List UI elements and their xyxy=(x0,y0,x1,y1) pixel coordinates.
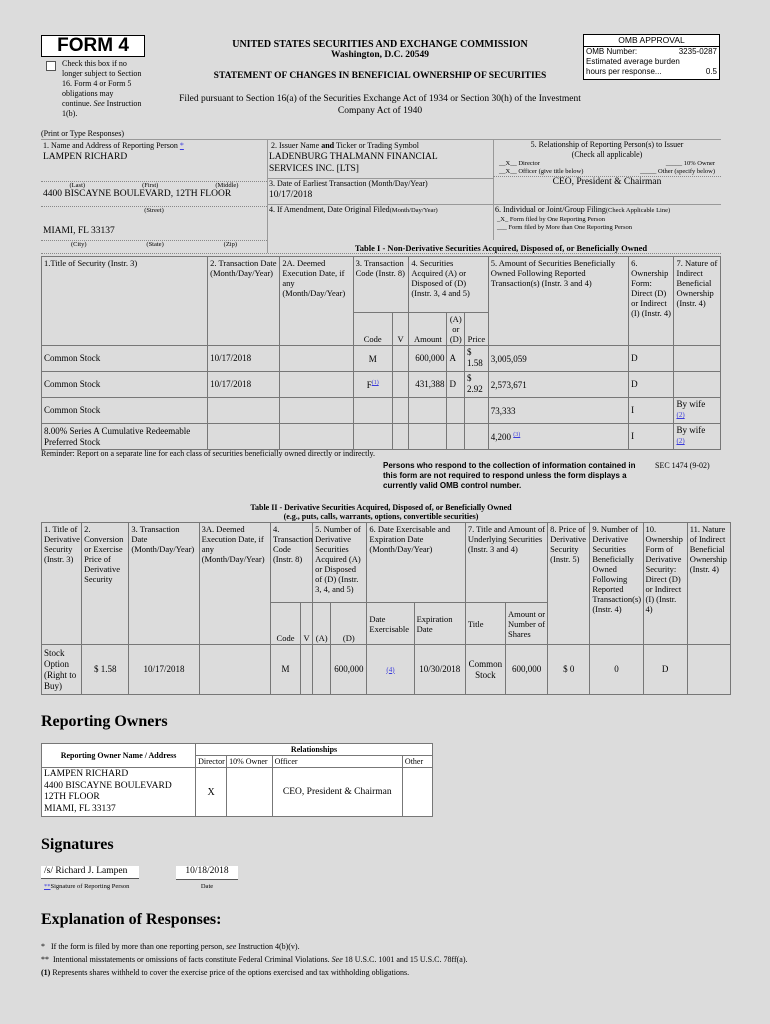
reporting-city: MIAMI, FL 33137 xyxy=(43,226,115,236)
owner-officer: CEO, President & Chairman xyxy=(272,768,402,817)
t1-row-owned: 3,005,059 xyxy=(488,346,628,372)
t1-row-form: D xyxy=(629,346,674,372)
t2-col-underlying: 7. Title and Amount of Underlying Securities (Instr. 3 and 4) xyxy=(465,523,547,603)
t2-row-d: 600,000 xyxy=(331,645,367,695)
t2-sub-a: (A) xyxy=(313,603,331,645)
t2-col-price: 8. Price of Derivative Security (Instr. 5) xyxy=(548,523,590,645)
t2-sub-title: Title xyxy=(465,603,505,645)
t1-col-date: 2. Transaction Date (Month/Day/Year) xyxy=(208,257,280,346)
table-row xyxy=(42,398,721,424)
t1-row-v xyxy=(392,346,409,372)
t1-row-amount xyxy=(409,424,447,450)
box1-reporting-person xyxy=(41,140,268,253)
t1-col-securities: 4. Securities Acquired (A) or Disposed of (D) (Instr. 3, 4 and 5) xyxy=(409,257,488,313)
reporting-owners-heading: Reporting Owners xyxy=(41,713,168,730)
print-note: (Print or Type Responses) xyxy=(41,129,125,138)
t1-row-ad: A xyxy=(447,346,465,372)
t1-row-nature xyxy=(674,346,721,372)
t1-row-code xyxy=(353,398,392,424)
t1-row-form: I xyxy=(629,398,674,424)
reporting-person-name: LAMPEN RICHARD xyxy=(43,152,128,162)
omb-hours-row: hours per response... 0.5 xyxy=(586,67,717,76)
t1-sub-price: Price xyxy=(465,313,489,346)
reporting-street: 4400 BISCAYNE BOULEVARD, 12TH FLOOR xyxy=(43,189,232,199)
signature-label: **Signature of Reporting Person xyxy=(44,883,130,890)
table2-subtitle: (e.g., puts, calls, warrants, options, convertible securities) xyxy=(283,512,479,521)
t2-col-conversion: 2. Conversion or Exercise Price of Derivative Security xyxy=(82,523,129,645)
box5-relationship xyxy=(493,140,721,205)
statement-title: STATEMENT OF CHANGES IN BENEFICIAL OWNERSHIP OF SECURITIES xyxy=(213,71,547,81)
owner-director: X xyxy=(196,768,227,817)
filed-pursuant-text: Filed pursuant to Section 16(a) of the Securities Exchange Act of 1934 or Section 30(h) of the Investment Company Act of 1940 xyxy=(179,94,581,116)
t2-row-under-title: Common Stock xyxy=(465,645,505,695)
t1-row-owned: 4,200 $^{(3)}$ xyxy=(488,424,628,450)
t2-sub-expiration: Expiration Date xyxy=(414,603,465,645)
t1-row-amount: 431,388 xyxy=(409,372,447,398)
t2-col-number: 5. Number of Derivative Securities Acquired (A) or Disposed of (D) (Instr. 3, 4, and 5) xyxy=(313,523,367,603)
t1-row-owned: 2,573,671 xyxy=(488,372,628,398)
t1-row-date: 10/17/2018 xyxy=(208,346,280,372)
t1-row-owned: 73,333 xyxy=(488,398,628,424)
signatures-heading: Signatures xyxy=(41,836,114,853)
omb-approval-box xyxy=(583,34,720,80)
agency-city: Washington, D.C. 20549 xyxy=(331,50,429,60)
t2-row-price: $ 0 xyxy=(548,645,590,695)
t1-row-code xyxy=(353,424,392,450)
director-owner-row xyxy=(493,160,721,168)
earliest-transaction-date: 10/17/2018 xyxy=(269,190,313,200)
box5-label: 5. Relationship of Reporting Person(s) to Issuer xyxy=(530,140,684,149)
t1-row-deemed xyxy=(280,346,353,372)
t1-sub-aord: (A) or (D) xyxy=(447,313,465,346)
form-title-box xyxy=(41,35,145,57)
no-longer-subject-checkbox[interactable] xyxy=(46,61,56,71)
explanation-line-2: ** Intentional misstatements or omissions of facts constitute Federal Criminal Violations. See 18 U.S.C. 1001 and 15 U.S.C. 78ff(a). xyxy=(41,955,468,964)
t2-row-a xyxy=(313,645,331,695)
t1-row-title: Common Stock xyxy=(42,398,208,424)
table2-derivative xyxy=(41,522,731,695)
t2-col-deemed: 3A. Deemed Execution Date, if any (Month/Day/Year) xyxy=(199,523,270,645)
reporting-info-block xyxy=(41,139,721,254)
signature-name: /s/ Richard J. Lampen xyxy=(41,866,139,879)
t2-row-expiration: 10/30/2018 xyxy=(414,645,465,695)
box3-earliest-date xyxy=(267,178,494,205)
t1-row-amount: 600,000 xyxy=(409,346,447,372)
table-row xyxy=(42,346,721,372)
reminder-text: Reminder: Report on a separate line for each class of securities beneficially owned directly or indirectly. xyxy=(41,449,376,458)
t2-sub-v: V xyxy=(301,603,313,645)
table-row xyxy=(42,768,433,817)
t1-row-price xyxy=(465,398,489,424)
t2-sub-date-exercisable: Date Exercisable xyxy=(367,603,414,645)
t1-row-nature-footnote[interactable]: (2) xyxy=(676,411,685,419)
signature-date: 10/18/2018 xyxy=(176,866,238,880)
t1-col-code: 3. Transaction Code (Instr. 8) xyxy=(353,257,409,313)
t1-row-owned-footnote[interactable]: (3) xyxy=(513,432,521,438)
t1-row-v xyxy=(392,424,409,450)
omb-burden: Estimated average burden xyxy=(586,57,680,66)
name-parts-labels: (Last) (First) (Middle) xyxy=(41,181,267,190)
box2-issuer xyxy=(267,140,494,179)
issuer-name-line1: LADENBURG THALMANN FINANCIAL xyxy=(269,152,438,162)
issuer-name-line2: SERVICES INC. [LTS] xyxy=(269,163,359,174)
table1-title: Table I - Non-Derivative Securities Acquired, Disposed of, or Beneficially Owned xyxy=(354,243,648,253)
t1-row-nature: By wife (2) xyxy=(674,398,721,424)
t1-col-ownership-form: 6. Ownership Form: Direct (D) or Indirect (I) (Instr. 4) xyxy=(629,257,674,346)
owners-col-officer: Officer xyxy=(272,756,402,768)
t2-col-date: 3. Transaction Date (Month/Day/Year) xyxy=(129,523,199,645)
t1-sub-v: V xyxy=(392,313,409,346)
footnote-4-link[interactable]: (4) xyxy=(386,665,395,674)
t1-row-form: I xyxy=(629,424,674,450)
t1-row-code: $F^{(1)}$ xyxy=(353,372,392,398)
t2-col-exercisable: 6. Date Exercisable and Expiration Date (Month/Day/Year) xyxy=(367,523,465,603)
t2-row-owned: 0 xyxy=(590,645,643,695)
sec-code: SEC 1474 (9-02) xyxy=(655,461,710,470)
t1-sub-code: Code xyxy=(353,313,392,346)
t1-row-title: Common Stock xyxy=(42,372,208,398)
owners-col-10pct: 10% Owner xyxy=(227,756,273,768)
check-box-text: Check this box if no longer subject to Section 16. Form 4 or Form 5 obligations may continue. See Instruction 1(b). xyxy=(62,59,142,118)
t1-row-ad xyxy=(447,424,465,450)
t1-row-amount xyxy=(409,398,447,424)
form-title: FORM 4 xyxy=(57,35,129,56)
t1-row-deemed xyxy=(280,398,353,424)
agency-name: UNITED STATES SECURITIES AND EXCHANGE COMMISSION xyxy=(232,39,528,50)
city-state-zip-labels: (City) (State) (Zip) xyxy=(41,240,267,249)
t1-row-title: 8.00% Series A Cumulative Redeemable Preferred Stock xyxy=(42,424,208,450)
box6-label: 6. Individual or Joint/Group Filing(Check Applicable Line) xyxy=(495,205,671,214)
t1-col-nature: 7. Nature of Indirect Beneficial Ownership (Instr. 4) xyxy=(674,257,721,346)
owners-col-director: Director xyxy=(196,756,227,768)
t2-col-ownership-form: 10. Ownership Form of Derivative Security: Direct (D) or Indirect (I) (Instr. 4) xyxy=(643,523,687,645)
t2-col-code: 4. Transaction Code (Instr. 8) xyxy=(270,523,312,603)
box4-amendment xyxy=(267,204,494,240)
t2-col-nature: 11. Nature of Indirect Beneficial Ownership (Instr. 4) xyxy=(687,523,730,645)
officer-other-row xyxy=(493,168,721,176)
table1-non-derivative xyxy=(41,256,721,450)
owner-other xyxy=(402,768,432,817)
other-check[interactable]: _____ Other (specify below) xyxy=(640,168,715,175)
owner-10pct xyxy=(227,768,273,817)
t1-row-nature-footnote[interactable]: (2) xyxy=(676,437,685,445)
t2-col-title: 1. Title of Derivative Security (Instr. 3) xyxy=(42,523,82,645)
t2-sub-d: (D) xyxy=(331,603,367,645)
director-check[interactable]: __X__ Director xyxy=(499,160,540,167)
omb-title: OMB APPROVAL xyxy=(584,35,719,47)
t2-sub-amount: Amount or Number of Shares xyxy=(505,603,547,645)
t1-row-date xyxy=(208,398,280,424)
t1-row-nature xyxy=(674,372,721,398)
signature-date-label: Date xyxy=(200,883,214,890)
owner-check[interactable]: _____ 10% Owner xyxy=(665,160,715,167)
t2-row-code: M xyxy=(270,645,300,695)
t1-row-v xyxy=(392,398,409,424)
t1-row-ad: D xyxy=(447,372,465,398)
owners-col-name: Reporting Owner Name / Address xyxy=(42,744,196,768)
box1-label: 1. Name and Address of Reporting Person * xyxy=(43,141,184,150)
t1-row-code: M xyxy=(353,346,392,372)
t2-row-form: D xyxy=(643,645,687,695)
t1-row-price xyxy=(465,424,489,450)
t2-row-v xyxy=(301,645,313,695)
t1-row-title: Common Stock xyxy=(42,346,208,372)
owner-address: LAMPEN RICHARD 4400 BISCAYNE BOULEVARD 12TH FLOOR MIAMI, FL 33137 xyxy=(42,768,196,817)
t2-row-nature xyxy=(687,645,730,695)
t1-row-date xyxy=(208,424,280,450)
t1-sub-amount: Amount xyxy=(409,313,447,346)
persons-respond-note: Persons who respond to the collection of information contained in this form are not required to respond unless the form displays a currently valid OMB control number. xyxy=(383,461,636,490)
t1-col-title: 1.Title of Security (Instr. 3) xyxy=(42,257,208,346)
t2-row-deemed xyxy=(199,645,270,695)
t1-row-nature: By wife (2) xyxy=(674,424,721,450)
t1-col-amount-owned: 5. Amount of Securities Beneficially Owned Following Reported Transaction(s) (Instr. 3 and 4) xyxy=(488,257,628,346)
t1-row-deemed xyxy=(280,372,353,398)
explanation-heading: Explanation of Responses: xyxy=(41,911,222,928)
t2-row-conversion: $ 1.58 xyxy=(82,645,129,695)
t1-row-price: $ 2.92 xyxy=(465,372,489,398)
owners-col-other: Other xyxy=(402,756,432,768)
table-row xyxy=(42,372,721,398)
t1-row-price: $ 1.58 xyxy=(465,346,489,372)
t1-col-deemed: 2A. Deemed Execution Date, if any (Month/Day/Year) xyxy=(280,257,353,346)
box6-filing xyxy=(493,204,721,240)
table-row xyxy=(42,645,731,695)
filed-by-one[interactable]: _X_ Form filed by One Reporting Person xyxy=(497,216,605,223)
box5-sub: (Check all applicable) xyxy=(571,150,643,159)
reporting-owners-table xyxy=(41,743,433,817)
table2-title: Table II - Derivative Securities Acquired, Disposed of, or Beneficially Owned xyxy=(250,503,512,512)
t1-row-date: 10/17/2018 xyxy=(208,372,280,398)
t1-row-form: D xyxy=(629,372,674,398)
t1-row-deemed xyxy=(280,424,353,450)
t2-col-owned: 9. Number of Derivative Securities Beneficially Owned Following Reported Transaction(s) (Instr. 4) xyxy=(590,523,643,645)
t2-sub-code: Code xyxy=(270,603,300,645)
omb-number-row: OMB Number: 3235-0287 xyxy=(586,47,717,56)
t2-row-under-amount: 600,000 xyxy=(505,645,547,695)
t1-row-v xyxy=(392,372,409,398)
explanation-line-1: * If the form is filed by more than one reporting person, see Instruction 4(b)(v). xyxy=(41,942,300,951)
t1-row-ad xyxy=(447,398,465,424)
explanation-line-3: (1) Represents shares withheld to cover the exercise price of the options exercised and tax withholding obligations. xyxy=(41,968,410,977)
officer-check[interactable]: __X__ Officer (give title below) xyxy=(499,168,584,175)
box3-label: 3. Date of Earliest Transaction (Month/Day/Year) xyxy=(269,179,428,188)
t2-row-exercisable xyxy=(367,645,414,695)
owners-col-relationships: Relationships xyxy=(196,744,433,756)
box4-label: 4. If Amendment, Date Original Filed(Month/Day/Year) xyxy=(269,205,438,214)
t1-row-code-footnote[interactable]: (1) xyxy=(371,380,379,386)
filed-by-more[interactable]: ___ Form filed by More than One Reporting Person xyxy=(497,224,633,231)
box2-label: 2. Issuer Name and Ticker or Trading Symbol xyxy=(271,141,420,150)
t2-row-title: Stock Option (Right to Buy) xyxy=(42,645,82,695)
t2-row-date: 10/17/2018 xyxy=(129,645,199,695)
table-row xyxy=(42,424,721,450)
street-label: (Street) xyxy=(41,206,267,215)
officer-title: CEO, President & Chairman xyxy=(493,176,721,189)
